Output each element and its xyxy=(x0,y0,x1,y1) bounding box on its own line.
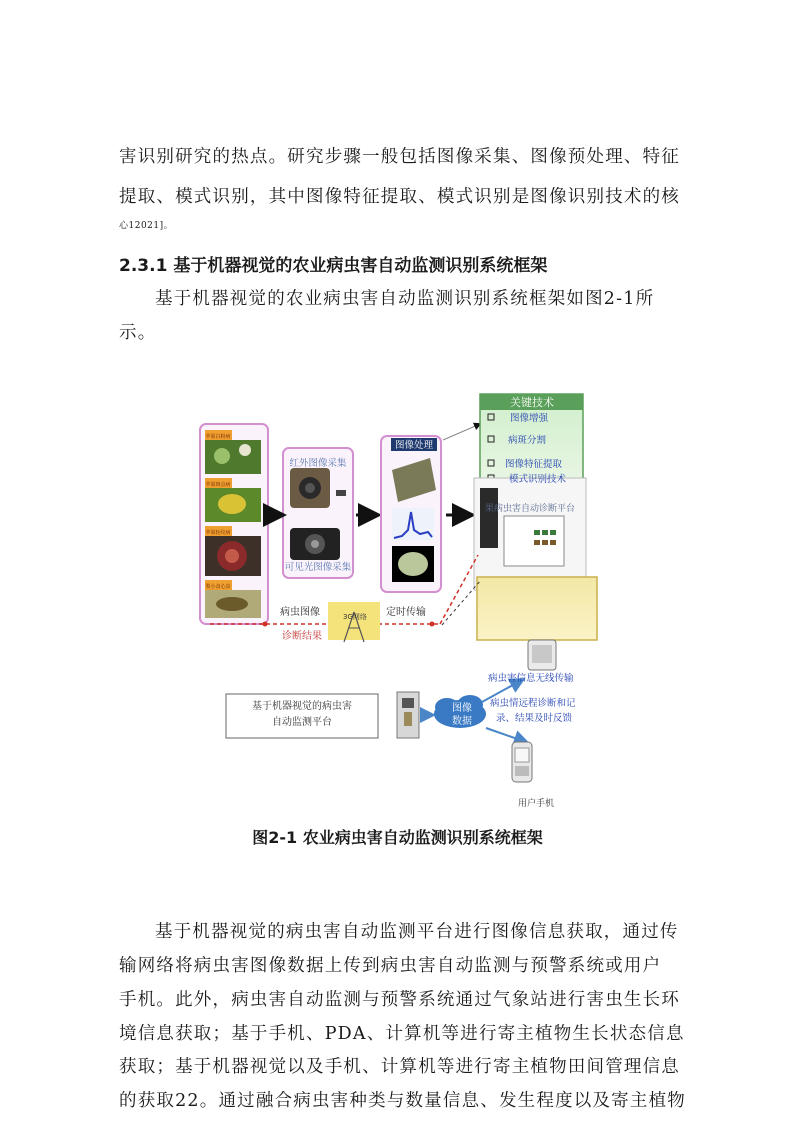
text-line: 获取；基于机器视觉以及手机、计算机等进行寄主植物田间管理信息 xyxy=(119,1057,680,1077)
pest-tag: 苹果白粉病 xyxy=(205,434,231,440)
citation: 心12021]。 xyxy=(119,221,174,231)
network-label: 3G网络 xyxy=(343,613,367,621)
key-tech-item: 图像增强 xyxy=(510,413,549,424)
text-line: 示。 xyxy=(119,323,157,343)
arrow xyxy=(486,728,526,742)
diagnosis-platform xyxy=(474,478,586,590)
network-tower-icon xyxy=(328,602,380,642)
figure-caption: 图2-1 农业病虫害自动监测识别系统框架 xyxy=(252,828,543,847)
text-line: 基于机器视觉的农业病虫害自动监测识别系统框架如图2-1所 xyxy=(155,289,655,309)
text-line: 基于机器视觉的病虫害自动监测平台进行图像信息获取，通过传 xyxy=(155,922,679,942)
arrow xyxy=(443,424,480,440)
remote-label: 录、结果及时反馈 xyxy=(496,713,573,724)
text-line: 提取、模式识别，其中图像特征提取、模式识别是图像识别技术的核 xyxy=(119,187,680,207)
pest-tag: 梨小食心虫 xyxy=(205,584,231,590)
pest-photo-panel xyxy=(200,424,268,624)
timed-label: 定时传输 xyxy=(386,607,426,618)
diagnosis-label: 果病虫害自动诊断平台 xyxy=(484,504,576,514)
key-tech-title: 关键技术 xyxy=(510,396,554,409)
computer-icon xyxy=(528,640,556,670)
section-heading: 2.3.1 基于机器视觉的农业病虫害自动监测识别系统框架 xyxy=(119,256,548,276)
result-panel xyxy=(477,577,597,640)
platform-label: 自动监测平台 xyxy=(272,717,332,728)
text-line: 输网络将病虫害图像数据上传到病虫害自动监测与预警系统或用户 xyxy=(119,956,662,976)
text-line: 境信息获取；基于手机、PDA、计算机等进行寄主植物生长状态信息 xyxy=(119,1024,685,1044)
key-tech-item: 模式识别技术 xyxy=(509,474,567,485)
text-line: 的获取22。通过融合病虫害种类与数量信息、发生程度以及寄主植物 xyxy=(119,1091,686,1111)
infrared-label: 红外图像采集 xyxy=(289,458,347,469)
cloud-label: 图像 xyxy=(452,703,472,714)
platform-label: 基于机器视觉的病虫害 xyxy=(252,701,352,712)
processing-label: 图像处理 xyxy=(394,440,434,451)
kiosk-icon xyxy=(397,692,419,738)
key-tech-item: 图像特征提取 xyxy=(505,459,563,470)
result-label: 诊断结果 xyxy=(282,631,322,642)
phone-icon xyxy=(512,742,532,782)
remote-label: 病虫情远程诊断和记 xyxy=(490,698,576,709)
text-line: 害识别研究的热点。研究步骤一般包括图像采集、图像预处理、特征 xyxy=(119,147,680,167)
pest-tag: 苹果斑点病 xyxy=(205,482,231,488)
cloud-label: 数据 xyxy=(452,716,472,727)
processing-panel xyxy=(381,436,441,592)
pest-tag: 苹果轮纹病 xyxy=(205,530,231,536)
text-line: 手机。此外，病虫害自动监测与预警系统通过气象站进行害虫生长环 xyxy=(119,990,680,1010)
pest-image-label: 病虫图像 xyxy=(280,607,320,618)
wireless-label: 病虫害信息无线传输 xyxy=(488,673,574,684)
phone-label: 用户手机 xyxy=(517,799,555,809)
visible-label: 可见光图像采集 xyxy=(284,562,352,573)
key-tech-item: 病斑分割 xyxy=(508,435,547,446)
